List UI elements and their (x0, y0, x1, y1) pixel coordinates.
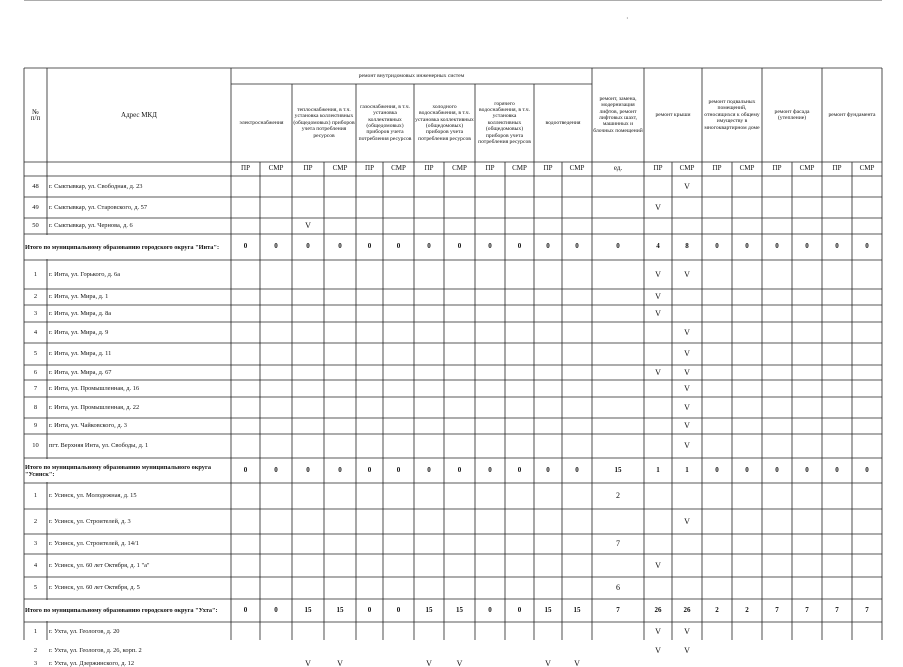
total-value: 0 (546, 465, 550, 474)
row-address: г. Сыктывкар, ул. Чернова, д. 6 (49, 222, 133, 230)
row-mark-roof-pr: V (655, 292, 661, 302)
row-number: 4 (33, 561, 38, 569)
row-number: 3 (33, 660, 38, 667)
subheader-smr: СМР (512, 164, 527, 173)
row-number: 1 (33, 627, 38, 635)
col-address-header: Адрес МКД (121, 110, 157, 119)
row-number: 49 (32, 203, 39, 211)
row-number: 3 (33, 309, 38, 317)
total-value: 2 (745, 605, 749, 614)
total-value: 7 (805, 605, 809, 614)
total-value: 0 (775, 465, 779, 474)
row-mark-heat-pr: V (305, 660, 311, 667)
row-mark-heat-pr: V (305, 221, 311, 231)
col-facade-header: ремонт фасада (утепление) (774, 108, 810, 121)
total-value: 0 (367, 465, 372, 474)
total-value: 0 (805, 242, 809, 251)
row-number: 2 (33, 517, 38, 525)
col-hot-water-header: горячего водоснабжения, в т.ч. установка коллективных (общедомовых) приборов учета потребления ресурсов (478, 100, 531, 146)
total-value: 0 (745, 242, 749, 251)
row-address: г. Ухта, ул. Геологов, д. 20 (49, 627, 120, 635)
subheader-pr: ПР (424, 164, 434, 173)
row-mark-cold-pr: V (426, 660, 432, 667)
total-value: 0 (338, 465, 342, 474)
total-label: Итого по муниципальному образованию муниципального округа "Усинск": (25, 463, 211, 478)
row-number: 50 (32, 222, 39, 230)
total-value: 15 (336, 605, 344, 614)
row-address: г. Усинск, ул. Строителей, д. 14/1 (49, 540, 139, 548)
row-mark-roof-smr: V (684, 645, 690, 655)
subheader-smr: СМР (679, 164, 695, 173)
subheader-pr: ПР (772, 164, 782, 173)
total-value: 15 (614, 465, 622, 474)
subheader-units: ед. (613, 164, 623, 173)
total-value: 15 (573, 605, 581, 614)
subheader-pr: ПР (653, 164, 663, 173)
row-address: г. Инта, ул. Мира, д. 9 (49, 328, 109, 336)
total-value: 0 (274, 242, 278, 251)
row-address: г. Усинск, ул. Строителей, д. 3 (49, 517, 131, 525)
row-mark-heat-smr: V (337, 660, 343, 667)
col-gas-header: газоснабжения, в т.ч. установка коллективных (общедомовых) приборов учета потребления ресурсов (358, 103, 412, 142)
total-value: 0 (427, 465, 431, 474)
subheader-pr: ПР (712, 164, 722, 173)
subheader-smr: СМР (569, 164, 585, 173)
row-number: 3 (33, 540, 38, 548)
row-mark-roof-smr: V (684, 269, 690, 279)
total-value: 0 (243, 605, 248, 614)
total-value: 15 (456, 605, 463, 614)
total-value: 0 (805, 465, 809, 474)
group-header: ремонт внутридомовых инженерных систем (358, 73, 465, 80)
total-value: 2 (715, 605, 719, 614)
row-mark-sewer-pr: V (545, 660, 551, 667)
total-value: 0 (517, 242, 522, 251)
total-value: 1 (656, 465, 660, 474)
total-value: 0 (835, 465, 839, 474)
row-mark-roof-pr: V (655, 560, 661, 570)
total-value: 7 (835, 605, 839, 614)
col-cold-water-header: холодного водоснабжения, в т.ч. установка коллективных (общедомовых) приборов учета потребления ресурсов (415, 103, 474, 142)
row-mark-roof-smr: V (684, 181, 690, 191)
row-mark-roof-smr: V (684, 421, 690, 431)
scan-mark: · (626, 14, 629, 23)
total-value: 8 (685, 242, 689, 251)
row-address: г. Сыктывкар, ул. Свободная, д. 23 (49, 182, 143, 190)
total-value: 0 (546, 242, 550, 251)
total-value: 0 (616, 242, 620, 251)
row-mark-roof-smr: V (684, 383, 690, 393)
subheader-pr: ПР (543, 164, 553, 173)
total-value: 0 (517, 465, 522, 474)
row-address: г. Инта, ул. Мира, д. 67 (49, 368, 112, 376)
row-address: г. Инта, ул. Промышленная, д. 22 (49, 403, 140, 411)
total-value: 0 (243, 242, 248, 251)
total-value: 15 (304, 605, 312, 614)
row-address: г. Усинск, ул. 60 лет Октября, д. 1 "а" (49, 561, 150, 569)
row-number: 2 (33, 646, 38, 654)
total-value: 7 (775, 605, 779, 614)
total-value: 0 (775, 242, 779, 251)
total-value: 0 (715, 465, 719, 474)
subheader-pr: ПР (832, 164, 842, 173)
total-value: 0 (745, 465, 749, 474)
row-mark-roof-smr: V (684, 441, 690, 451)
row-number: 5 (33, 350, 38, 358)
row-number: 6 (33, 368, 38, 376)
subheader-pr: ПР (365, 164, 374, 173)
row-number: 9 (33, 422, 38, 430)
total-value: 0 (457, 242, 462, 251)
row-address: г. Инта, ул. Чайковского, д. 3 (49, 422, 128, 430)
col-foundation-header: ремонт фундамента (828, 111, 876, 118)
total-value: 0 (274, 465, 278, 474)
total-value: 0 (575, 465, 579, 474)
subheader-smr: СМР (268, 164, 284, 173)
col-basement-header: ремонт подвальных помещений, относящихся к общему имуществу в многоквартирном доме (704, 98, 760, 131)
total-label: Итого по муниципальному образованию городского округа "Ухта": (25, 607, 218, 614)
subheader-smr: СМР (739, 164, 755, 173)
subheader-smr: СМР (799, 164, 815, 173)
subheader-smr: СМР (332, 164, 348, 173)
col-roof-header: ремонт крыши (655, 111, 691, 118)
row-mark-roof-pr: V (655, 367, 661, 377)
subheader-pr: ПР (485, 164, 495, 173)
total-value: 0 (338, 242, 342, 251)
total-value: 0 (835, 242, 839, 251)
total-value: 0 (243, 465, 248, 474)
row-number: 2 (33, 293, 38, 301)
row-mark-roof-smr: V (684, 626, 690, 636)
total-value: 15 (544, 605, 552, 614)
row-address: г. Инта, ул. Мира, д. 8а (49, 309, 112, 317)
row-number: 10 (32, 442, 39, 450)
subheader-smr: СМР (452, 164, 467, 173)
subheader-smr: СМР (391, 164, 406, 173)
total-value: 7 (616, 605, 620, 614)
total-value: 0 (517, 605, 522, 614)
subheader-smr: СМР (859, 164, 875, 173)
row-number: 7 (33, 384, 38, 392)
total-value: 0 (865, 465, 869, 474)
total-value: 0 (396, 465, 401, 474)
row-mark-roof-pr: V (655, 645, 661, 655)
row-address: г. Инта, ул. Мира, д. 1 (49, 293, 109, 301)
total-value: 0 (396, 242, 401, 251)
row-mark-roof-pr: V (655, 202, 661, 212)
total-value: 4 (656, 242, 660, 251)
col-heat-header: теплоснабжения, в т.ч. установка коллективных (общедомовых) приборов учета потребления ресурсов (293, 106, 355, 139)
total-value: 7 (865, 605, 869, 614)
col-electro-header: электроснабжения (239, 119, 284, 126)
row-mark-roof-smr: V (684, 516, 690, 526)
col-sewer-header: водоотведения (545, 119, 581, 126)
row-number: 4 (33, 328, 38, 336)
total-value: 0 (427, 242, 431, 251)
row-mark-roof-pr: V (655, 626, 661, 636)
total-value: 0 (715, 242, 719, 251)
total-value: 0 (367, 242, 372, 251)
row-mark-roof-pr: V (655, 269, 661, 279)
subheader-pr: ПР (303, 164, 313, 173)
subheader-pr: ПР (241, 164, 250, 173)
total-value: 0 (367, 605, 372, 614)
row-mark-roof-smr: V (684, 349, 690, 359)
row-mark-roof-smr: V (684, 367, 690, 377)
total-value: 0 (274, 605, 278, 614)
row-mark-cold-smr: V (456, 660, 463, 667)
row-number: 1 (33, 492, 38, 500)
row-address: г. Инта, ул. Промышленная, д. 16 (49, 384, 140, 392)
row-number: 48 (32, 182, 39, 190)
row-mark-lift: 6 (616, 583, 620, 593)
row-mark-lift: 2 (616, 491, 620, 501)
total-value: 1 (685, 465, 689, 474)
row-address: г. Усинск, ул. Молодежная, д. 15 (49, 492, 137, 500)
row-mark-lift: 7 (616, 539, 620, 549)
total-value: 0 (306, 242, 310, 251)
total-value: 0 (865, 242, 869, 251)
total-value: 26 (654, 605, 662, 614)
total-value: 26 (683, 605, 691, 614)
col-lifts-header: ремонт, замена, модернизация лифтов, ремонт лифтовых шахт, машинных и блочных помещений (593, 95, 643, 134)
row-address: г. Сыктывкар, ул. Старовского, д. 57 (49, 203, 148, 211)
row-address: г. Ухта, ул. Дзержинского, д. 12 (49, 660, 135, 667)
total-value: 0 (488, 605, 492, 614)
row-mark-roof-pr: V (655, 308, 661, 318)
total-label: Итого по муниципальному образованию городского округа "Инта": (25, 243, 220, 251)
row-address: г. Инта, ул. Горького, д. 6а (49, 270, 121, 278)
total-value: 0 (488, 242, 492, 251)
row-number: 1 (33, 270, 38, 278)
total-value: 0 (457, 465, 462, 474)
row-mark-sewer-smr: V (574, 660, 580, 667)
row-address: г. Инта, ул. Мира, д. 11 (49, 350, 112, 358)
row-number: 5 (33, 584, 38, 592)
row-address: г. Усинск, ул. 60 лет Октября, д. 5 (49, 584, 140, 592)
total-value: 0 (396, 605, 401, 614)
total-value: 0 (575, 242, 579, 251)
col-number-header: № п/п (30, 107, 41, 122)
row-address: пгт. Верхняя Инта, ул. Свободы, д. 1 (49, 442, 149, 450)
row-address: г. Ухта, ул. Геологов, д. 26, корп. 2 (49, 646, 142, 654)
row-number: 8 (33, 403, 38, 411)
row-mark-roof-smr: V (684, 402, 690, 412)
total-value: 0 (306, 465, 310, 474)
row-mark-roof-smr: V (684, 327, 690, 337)
total-value: 15 (425, 605, 433, 614)
total-value: 0 (488, 465, 492, 474)
